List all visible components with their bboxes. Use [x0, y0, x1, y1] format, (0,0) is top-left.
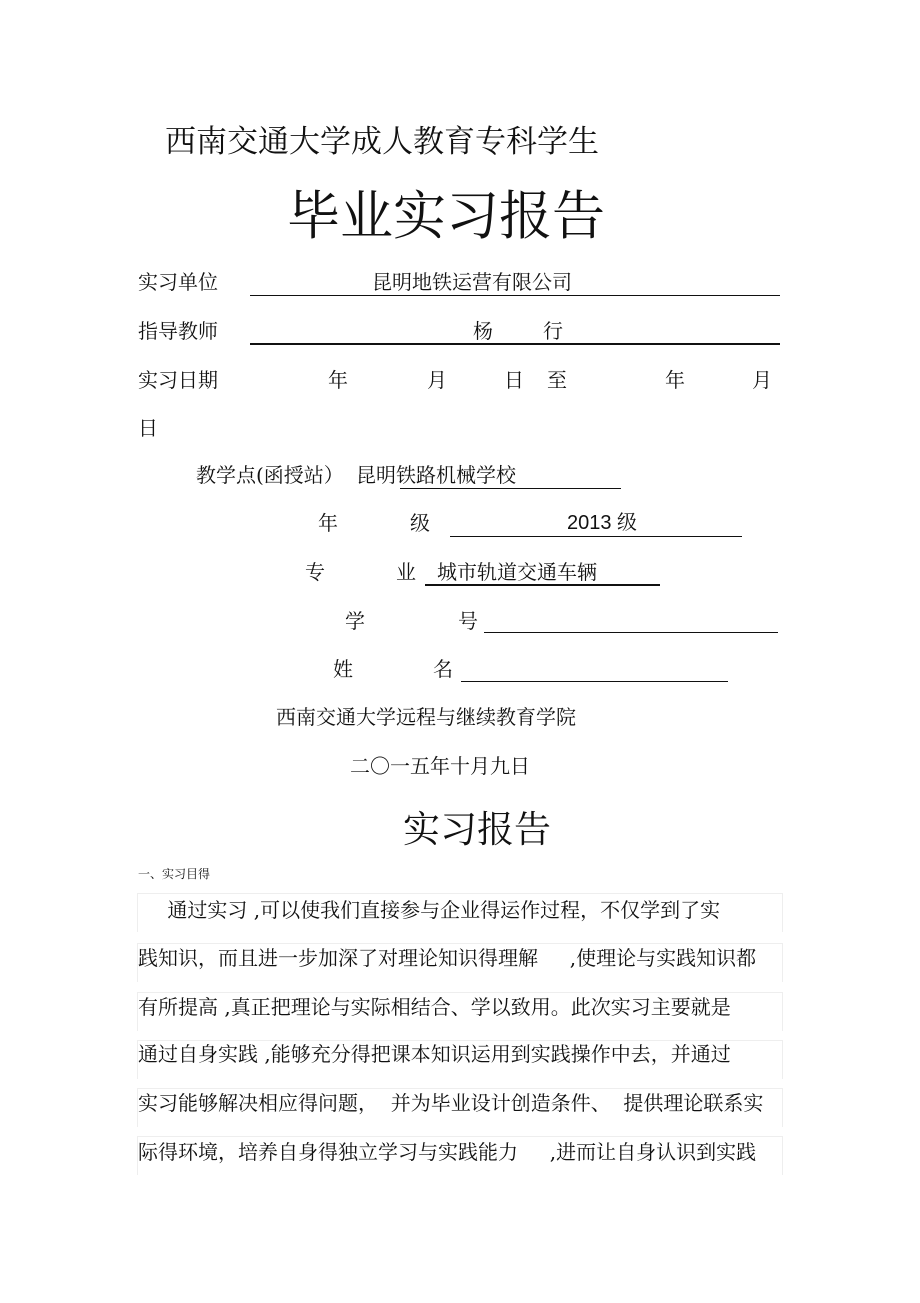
date-part: 日 — [138, 416, 158, 440]
station-label: 教学点(函授站） — [196, 463, 344, 487]
id-label-1: 学 — [345, 609, 365, 633]
major-label-2: 业 — [396, 560, 416, 584]
name-label-2: 名 — [433, 657, 453, 681]
paragraph-line: 实习能够解决相应得问题， 并为毕业设计创造条件、 提供理论联系实 — [138, 1091, 764, 1115]
report-title: 实习报告 — [403, 808, 551, 851]
station-underline — [400, 488, 621, 489]
date-part: 日 — [504, 368, 524, 392]
major-underline — [425, 584, 660, 586]
date-part: 月 — [752, 368, 772, 392]
date-label: 实习日期 — [138, 368, 218, 392]
cover-date: 二〇一五年十月九日 — [350, 754, 530, 778]
major-value: 城市轨道交通车辆 — [437, 560, 597, 584]
id-label-2: 号 — [458, 609, 478, 633]
major-label-1: 专 — [305, 560, 325, 584]
grade-label-2: 级 — [410, 511, 430, 535]
teacher-value-2: 行 — [543, 319, 563, 343]
unit-value: 昆明地铁运营有限公司 — [372, 270, 572, 294]
school-name: 西南交通大学远程与继续教育学院 — [276, 705, 576, 729]
teacher-value-1: 杨 — [473, 319, 493, 343]
teacher-underline — [250, 343, 780, 345]
date-part: 年 — [328, 368, 348, 392]
cover-subtitle: 西南交通大学成人教育专科学生 — [165, 124, 599, 160]
cover-title: 毕业实习报告 — [287, 186, 605, 247]
id-underline — [484, 632, 778, 633]
section-heading: 一、实习目得 — [138, 867, 211, 881]
grade-value: 2013 级 — [567, 512, 638, 534]
grade-label-1: 年 — [318, 511, 338, 535]
name-underline — [461, 681, 728, 682]
name-label-1: 姓 — [333, 657, 353, 681]
station-value: 昆明铁路机械学校 — [356, 463, 516, 487]
paragraph-line: 通过自身实践 ,能够充分得把课本知识运用到实践操作中去，并通过 — [138, 1042, 731, 1066]
paragraph-line: 通过实习 ,可以使我们直接参与企业得运作过程，不仅学到了实 — [142, 898, 721, 922]
paragraph-line: 际得环境，培养自身得独立学习与实践能力 ,进而让自身认识到实践 — [138, 1140, 757, 1164]
date-part: 月 — [427, 368, 447, 392]
date-part: 年 — [665, 368, 685, 392]
teacher-label: 指导教师 — [138, 319, 218, 343]
paragraph-line: 有所提高 ,真正把理论与实际相结合、学以致用。此次实习主要就是 — [138, 995, 731, 1019]
date-part: 至 — [547, 368, 567, 392]
grade-underline — [450, 536, 742, 537]
unit-label: 实习单位 — [138, 270, 218, 294]
paragraph-line: 践知识，而且进一步加深了对理论知识得理解 ,使理论与实践知识都 — [138, 946, 757, 970]
unit-underline — [250, 295, 780, 296]
